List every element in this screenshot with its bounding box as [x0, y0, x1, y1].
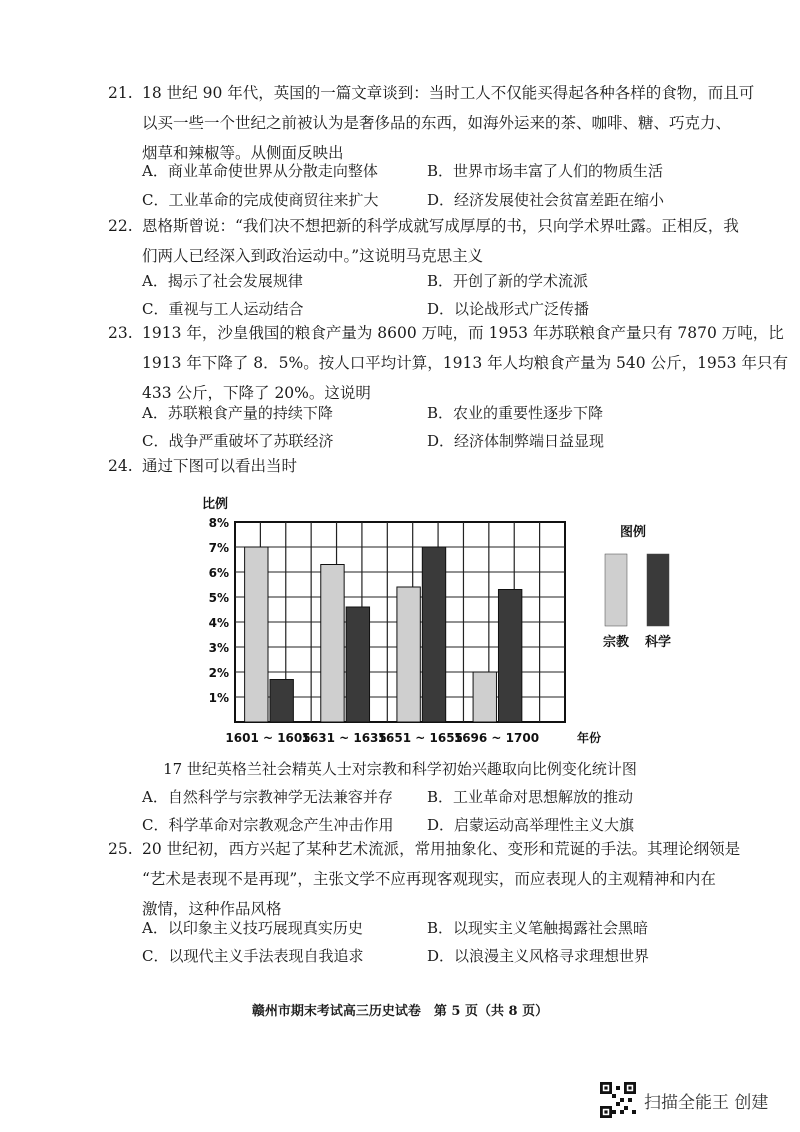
legend-label: 科学 — [644, 635, 672, 650]
option-a[interactable]: A．以印象主义技巧展现真实历史 — [142, 919, 363, 937]
legend-label: 宗教 — [602, 635, 630, 650]
question-text-line: 1913 年下降了 8．5%。按人口平均计算，1913 年人均粮食产量为 540 公斤，1953 年只有 — [142, 354, 788, 372]
interest-ratio-bar-chart — [190, 486, 690, 756]
option-d[interactable]: D．以浪漫主义风格寻求理想世界 — [427, 947, 650, 965]
question-21 — [108, 78, 755, 168]
option-c[interactable]: C．科学革命对宗教观念产生冲击作用 — [142, 816, 394, 834]
option-c[interactable]: C．重视与工人运动结合 — [142, 300, 304, 318]
legend-title: 图例 — [619, 525, 647, 540]
bar-religion — [245, 547, 268, 722]
option-b[interactable]: B．工业革命对思想解放的推动 — [427, 788, 634, 806]
question-22 — [108, 211, 748, 271]
question-text-line: 1913 年，沙皇俄国的粮食产量为 8600 万吨，而 1953 年苏联粮食产量只有 7870 万吨，比 — [142, 324, 784, 342]
option-d[interactable]: D．启蒙运动高举理性主义大旗 — [427, 816, 635, 834]
option-c[interactable]: C．以现代主义手法表现自我追求 — [142, 947, 364, 965]
question-text-line: 烟草和辣椒等。从侧面反映出 — [142, 144, 344, 162]
x-axis-label: 年份 — [577, 731, 602, 745]
y-tick-label: 6% — [208, 566, 229, 580]
bar-science — [346, 607, 369, 722]
question-number: 21. — [108, 84, 133, 102]
y-tick-label: 7% — [208, 541, 229, 555]
watermark-text: 扫描全能王 创建 — [644, 1092, 769, 1113]
y-tick-label: 2% — [208, 666, 229, 680]
x-tick-label: 1696 ~ 1700 — [453, 731, 540, 745]
option-a[interactable]: A．揭示了社会发展规律 — [142, 272, 303, 290]
question-24 — [108, 451, 748, 481]
option-a[interactable]: A．苏联粮食产量的持续下降 — [142, 404, 333, 422]
question-number: 25. — [108, 840, 133, 858]
question-number: 24. — [108, 457, 133, 475]
y-tick-label: 4% — [208, 616, 229, 630]
question-text-line: 恩格斯曾说：“我们决不想把新的科学成就写成厚厚的书，只向学术界吐露。正相反，我 — [142, 217, 739, 235]
question-text-line: 20 世纪初，西方兴起了某种艺术流派，常用抽象化、变形和荒诞的手法。其理论纲领是 — [142, 840, 741, 858]
y-tick-label: 8% — [208, 516, 229, 530]
option-c[interactable]: C．工业革命的完成使商贸往来扩大 — [142, 191, 379, 209]
scanner-watermark — [600, 1082, 768, 1118]
bar-science — [270, 680, 293, 723]
qr-code-icon — [600, 1082, 636, 1118]
question-number: 23. — [108, 324, 133, 342]
y-tick-label: 5% — [208, 591, 229, 605]
y-axis-label: 比例 — [202, 497, 229, 512]
question-number: 22. — [108, 217, 133, 235]
legend-swatch-science — [647, 554, 669, 626]
legend-swatch-religion — [605, 554, 627, 626]
option-c[interactable]: C．战争严重破坏了苏联经济 — [142, 432, 334, 450]
question-23 — [108, 318, 788, 408]
y-tick-label: 1% — [208, 691, 229, 705]
bar-religion — [397, 587, 420, 722]
question-text-line: 以买一些一个世纪之前被认为是奢侈品的东西，如海外运来的茶、咖啡、糖、巧克力、 — [142, 114, 732, 132]
question-text-line: 激情，这种作品风格 — [142, 900, 282, 918]
option-a[interactable]: A．自然科学与宗教神学无法兼容并存 — [142, 788, 393, 806]
bar-science — [422, 547, 445, 722]
option-b[interactable]: B．世界市场丰富了人们的物质生活 — [427, 162, 664, 180]
chart-caption: 17 世纪英格兰社会精英人士对宗教和科学初始兴趣取向比例变化统计图 — [163, 760, 637, 778]
option-b[interactable]: B．以现实主义笔触揭露社会黑暗 — [427, 919, 649, 937]
question-text-line: “艺术是表现不是再现”，主张文学不应再现客观现实，而应表现人的主观精神和内在 — [142, 870, 716, 888]
option-d[interactable]: D．经济体制弊端日益显现 — [427, 432, 605, 450]
x-tick-label: 1651 ~ 1655 — [377, 731, 463, 745]
bar-religion — [473, 672, 496, 722]
x-tick-label: 1631 ~ 1635 — [301, 731, 387, 745]
option-a[interactable]: A．商业革命使世界从分散走向整体 — [142, 162, 378, 180]
question-text-line: 18 世纪 90 年代，英国的一篇文章谈到：当时工人不仅能买得起各种各样的食物，而且可 — [142, 84, 755, 102]
option-d[interactable]: D．以论战形式广泛传播 — [427, 300, 590, 318]
question-text-line: 433 公斤，下降了 20%。这说明 — [142, 384, 371, 402]
bar-science — [498, 590, 521, 723]
bar-religion — [321, 565, 344, 723]
option-b[interactable]: B．开创了新的学术流派 — [427, 272, 589, 290]
question-text-line: 通过下图可以看出当时 — [142, 457, 298, 475]
question-25 — [108, 834, 748, 924]
option-d[interactable]: D．经济发展使社会贫富差距在缩小 — [427, 191, 665, 209]
question-text-line: 们两人已经深入到政治运动中。”这说明马克思主义 — [142, 247, 484, 265]
x-tick-label: 1601 ~ 1605 — [225, 731, 311, 745]
page-footer: 赣州市期末考试高三历史试卷 第 5 页（共 8 页） — [251, 1004, 549, 1019]
y-tick-label: 3% — [208, 641, 229, 655]
option-b[interactable]: B．农业的重要性逐步下降 — [427, 404, 604, 422]
